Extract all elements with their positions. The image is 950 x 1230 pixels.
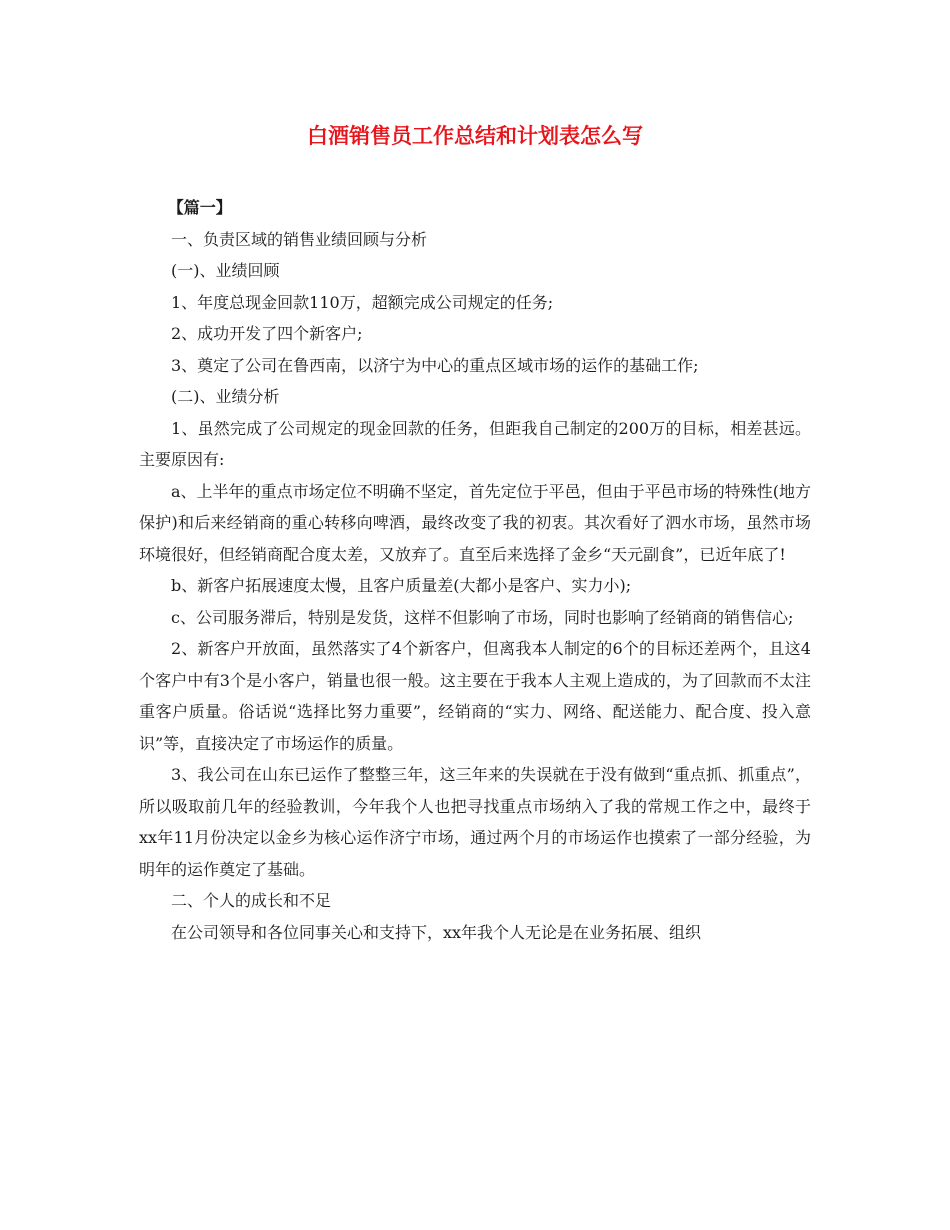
paragraph: a、上半年的重点市场定位不明确不坚定，首先定位于平邑，但由于平邑市场的特殊性(地方保护)和后来经销商的重心转移向啤酒，最终改变了我的初衷。其次看好了泗水市场，虽然市场环境很好，但经销商配合度太差，又放弃了。直至后来选择了金乡“天元副食”，已近年底了! xyxy=(139,481,811,564)
heading-sales-review: 一、负责区域的销售业绩回顾与分析 xyxy=(171,229,428,249)
section-tag: 【篇一】 xyxy=(167,198,232,217)
paragraph: 在公司领导和各位同事关心和支持下，xx年我个人无论是在业务拓展、组织 xyxy=(171,922,702,942)
paragraph: 1、年度总现金回款110万，超额完成公司规定的任务; xyxy=(171,292,554,312)
document-title: 白酒销售员工作总结和计划表怎么写 xyxy=(307,123,643,148)
document-body xyxy=(139,192,811,948)
subheading-performance-review: (一)、业绩回顾 xyxy=(171,261,280,280)
heading-personal-growth: 二、个人的成长和不足 xyxy=(171,891,332,910)
subheading-performance-analysis: (二)、业绩分析 xyxy=(171,387,280,406)
paragraph: 3、奠定了公司在鲁西南，以济宁为中心的重点区域市场的运作的基础工作; xyxy=(171,355,699,375)
paragraph: 1、虽然完成了公司规定的现金回款的任务，但距我自己制定的200万的目标，相差甚远。主要原因有: xyxy=(139,418,811,469)
paragraph: c、公司服务滞后，特别是发货，这样不但影响了市场，同时也影响了经销商的销售信心; xyxy=(171,607,794,627)
paragraph: 2、成功开发了四个新客户; xyxy=(171,324,363,343)
paragraph: b、新客户拓展速度太慢，且客户质量差(大都小是客户、实力小); xyxy=(171,576,632,595)
paragraph: 3、我公司在山东已运作了整整三年，这三年来的失误就在于没有做到“重点抓、抓重点”，所以吸取前几年的经验教训，今年我个人也把寻找重点市场纳入了我的常规工作之中，最终于xx年11月份决定以金乡为核心运作济宁市场，通过两个月的市场运作也摸索了一部分经验，为明年的运作奠定了基础。 xyxy=(139,765,811,879)
paragraph: 2、新客户开放面，虽然落实了4个新客户，但离我本人制定的6个的目标还差两个，且这4个客户中有3个是小客户，销量也很一般。这主要在于我本人主观上造成的，为了回款而不太注重客户质量。俗话说“选择比努力重要”，经销商的“实力、网络、配送能力、配合度、投入意识”等，直接决定了市场运作的质量。 xyxy=(139,639,811,753)
